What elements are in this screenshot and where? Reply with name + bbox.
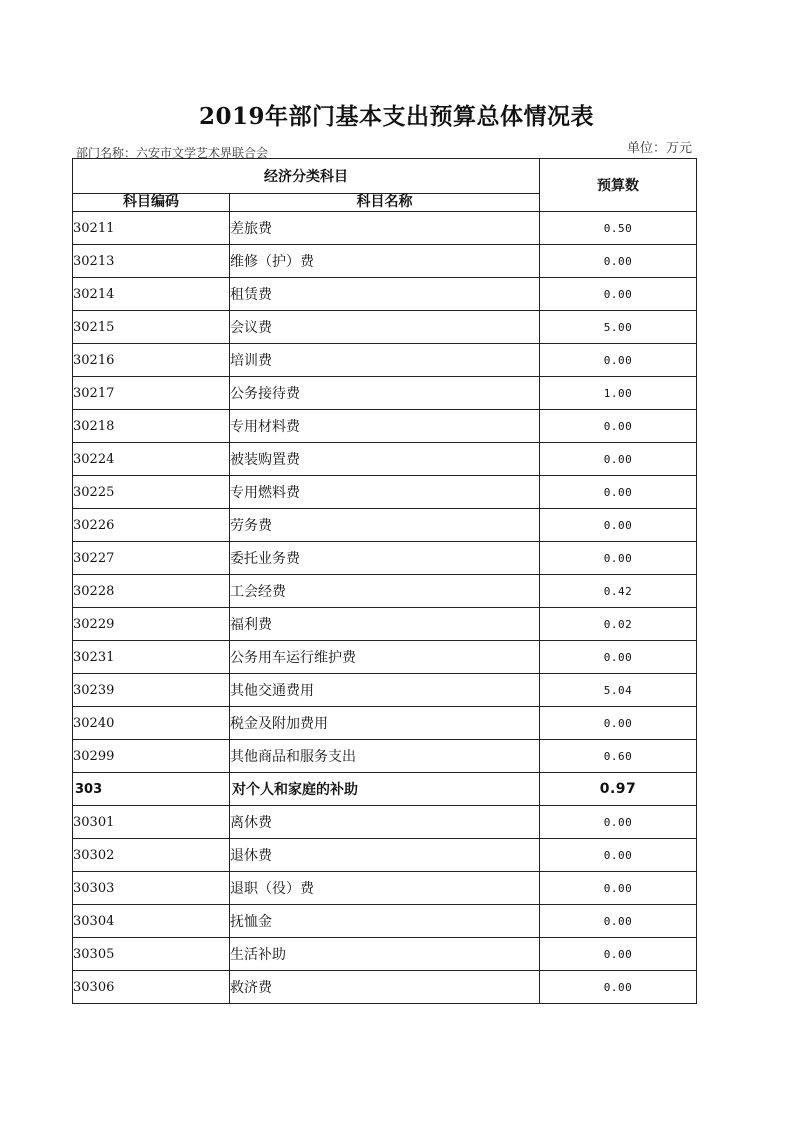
budget-amount-cell: 0.00 [540, 245, 697, 278]
table-row [73, 938, 697, 971]
budget-amount-cell: 0.42 [540, 575, 697, 608]
subject-name-cell: 救济费 [230, 971, 540, 1004]
subject-code-cell: 30240 [73, 707, 230, 740]
subject-code-cell: 30226 [73, 509, 230, 542]
table-row [73, 509, 697, 542]
subject-name-cell: 对个人和家庭的补助 [230, 773, 540, 806]
header-subject-name: 科目名称 [230, 194, 540, 212]
budget-amount-cell: 1.00 [540, 377, 697, 410]
subject-code-cell: 30304 [73, 905, 230, 938]
budget-amount-cell: 0.00 [540, 938, 697, 971]
subject-name-cell: 税金及附加费用 [230, 707, 540, 740]
subject-code-cell: 30216 [73, 344, 230, 377]
table-row [73, 839, 697, 872]
table-row [73, 872, 697, 905]
header-budget-amount: 预算数 [540, 159, 697, 212]
budget-amount-cell: 0.00 [540, 476, 697, 509]
group-row [73, 773, 697, 806]
subject-name-cell: 其他交通费用 [230, 674, 540, 707]
subject-code-cell: 30217 [73, 377, 230, 410]
subject-code-cell: 30214 [73, 278, 230, 311]
table-row [73, 641, 697, 674]
table-row [73, 542, 697, 575]
subject-code-cell: 30299 [73, 740, 230, 773]
subject-name-cell: 租赁费 [230, 278, 540, 311]
table-row [73, 476, 697, 509]
table-row [73, 443, 697, 476]
table-row [73, 377, 697, 410]
subject-name-cell: 培训费 [230, 344, 540, 377]
budget-amount-cell: 0.97 [540, 773, 697, 806]
table-row [73, 311, 697, 344]
budget-amount-cell: 0.00 [540, 542, 697, 575]
table-row [73, 212, 697, 245]
subject-code-cell: 30301 [73, 806, 230, 839]
subject-name-cell: 维修（护）费 [230, 245, 540, 278]
table-row [73, 905, 697, 938]
budget-amount-cell: 0.60 [540, 740, 697, 773]
subject-code-cell: 30224 [73, 443, 230, 476]
subject-code-cell: 30218 [73, 410, 230, 443]
subject-code-cell: 30303 [73, 872, 230, 905]
budget-amount-cell: 0.00 [540, 410, 697, 443]
budget-amount-cell: 5.04 [540, 674, 697, 707]
subject-name-cell: 离休费 [230, 806, 540, 839]
subject-name-cell: 退职（役）费 [230, 872, 540, 905]
subject-code-cell: 303 [73, 773, 230, 806]
budget-amount-cell: 5.00 [540, 311, 697, 344]
subject-code-cell: 30227 [73, 542, 230, 575]
subject-code-cell: 30305 [73, 938, 230, 971]
table-row [73, 410, 697, 443]
budget-amount-cell: 0.50 [540, 212, 697, 245]
budget-amount-cell: 0.00 [540, 443, 697, 476]
budget-amount-cell: 0.00 [540, 509, 697, 542]
header-economic-category: 经济分类科目 [73, 159, 540, 194]
table-row [73, 245, 697, 278]
subject-code-cell: 30302 [73, 839, 230, 872]
page-title: 2019年部门基本支出预算总体情况表 [198, 103, 594, 130]
header-subject-code: 科目编码 [73, 194, 230, 212]
budget-amount-cell: 0.00 [540, 278, 697, 311]
subject-code-cell: 30229 [73, 608, 230, 641]
table-row [73, 674, 697, 707]
subject-name-cell: 被装购置费 [230, 443, 540, 476]
subject-code-cell: 30213 [73, 245, 230, 278]
table-body [73, 212, 697, 1004]
subject-name-cell: 其他商品和服务支出 [230, 740, 540, 773]
table-row [73, 971, 697, 1004]
budget-amount-cell: 0.00 [540, 971, 697, 1004]
subject-name-cell: 退休费 [230, 839, 540, 872]
budget-amount-cell: 0.00 [540, 707, 697, 740]
subject-name-cell: 劳务费 [230, 509, 540, 542]
subject-code-cell: 30306 [73, 971, 230, 1004]
table-row [73, 740, 697, 773]
subject-name-cell: 公务用车运行维护费 [230, 641, 540, 674]
table-row [73, 806, 697, 839]
subject-code-cell: 30225 [73, 476, 230, 509]
subject-name-cell: 委托业务费 [230, 542, 540, 575]
subject-code-cell: 30231 [73, 641, 230, 674]
table-row [73, 278, 697, 311]
subject-code-cell: 30228 [73, 575, 230, 608]
subject-code-cell: 30211 [73, 212, 230, 245]
subject-code-cell: 30215 [73, 311, 230, 344]
budget-amount-cell: 0.00 [540, 344, 697, 377]
subject-name-cell: 公务接待费 [230, 377, 540, 410]
table-row [73, 707, 697, 740]
department-name: 部门名称：六安市文学艺术界联合会 [76, 146, 269, 160]
table-row [73, 575, 697, 608]
subject-name-cell: 专用材料费 [230, 410, 540, 443]
table-row [73, 344, 697, 377]
subject-name-cell: 差旅费 [230, 212, 540, 245]
budget-amount-cell: 0.00 [540, 806, 697, 839]
budget-table [72, 158, 697, 1004]
budget-amount-cell: 0.00 [540, 905, 697, 938]
budget-amount-cell: 0.00 [540, 641, 697, 674]
subject-name-cell: 生活补助 [230, 938, 540, 971]
budget-amount-cell: 0.00 [540, 872, 697, 905]
budget-amount-cell: 0.00 [540, 839, 697, 872]
subject-name-cell: 专用燃料费 [230, 476, 540, 509]
unit-label: 单位：万元 [627, 141, 693, 156]
subject-code-cell: 30239 [73, 674, 230, 707]
subject-name-cell: 工会经费 [230, 575, 540, 608]
subject-name-cell: 会议费 [230, 311, 540, 344]
subject-name-cell: 福利费 [230, 608, 540, 641]
table-row [73, 608, 697, 641]
budget-amount-cell: 0.02 [540, 608, 697, 641]
subject-name-cell: 抚恤金 [230, 905, 540, 938]
